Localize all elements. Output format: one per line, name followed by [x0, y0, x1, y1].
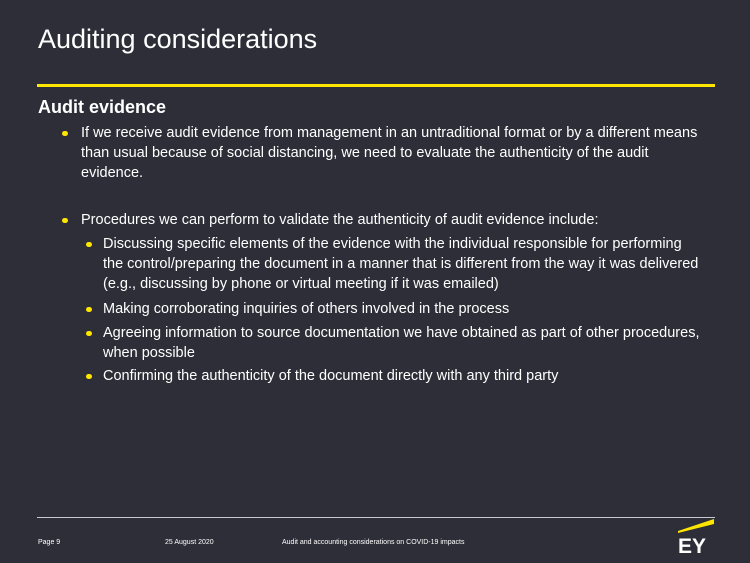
bullet-dot-icon [62, 131, 68, 137]
slide-title: Auditing considerations [38, 24, 318, 54]
bullet-text: Agreeing information to source documentation we have obtained as part of other procedures, when possible [103, 325, 700, 361]
footer-presentation-title: Audit and accounting considerations on COVID-19 impacts [282, 539, 465, 546]
bullet-text: Making corroborating inquiries of others involved in the process [103, 301, 510, 317]
bullet-dot-icon [86, 307, 92, 313]
ey-logo-icon [676, 518, 716, 554]
bullet-text: Discussing specific elements of the evidence with the individual responsible for performing the control/preparing the document in a manner that is different from the way it was delivered (e.g., discussing by phone or virtual meeting if it was emailed) [103, 236, 699, 292]
bullet-dot-icon [62, 218, 68, 224]
bullet-dot-icon [86, 374, 92, 380]
sub-bullet-item [103, 299, 703, 319]
footer-date: 25 August 2020 [165, 539, 214, 546]
bullet-item [81, 210, 706, 230]
bullet-text: Confirming the authenticity of the document directly with any third party [103, 368, 559, 384]
sub-bullet-item [103, 234, 703, 294]
footer-page-number: Page 9 [38, 539, 61, 546]
bullet-text: Procedures we can perform to validate the authenticity of audit evidence include: [81, 212, 599, 228]
bullet-item [81, 123, 706, 183]
logo-text: EY [678, 535, 707, 554]
bullet-dot-icon [86, 331, 92, 337]
bullet-dot-icon [86, 242, 92, 248]
bullet-text: If we receive audit evidence from management in an untraditional format or by a different means than usual because of social distancing, we need to evaluate the authenticity of the audit evidence. [81, 125, 698, 181]
sub-bullet-item [103, 323, 703, 363]
sub-bullet-item [103, 366, 703, 386]
section-heading: Audit evidence [38, 97, 167, 117]
footer-divider [37, 517, 715, 518]
